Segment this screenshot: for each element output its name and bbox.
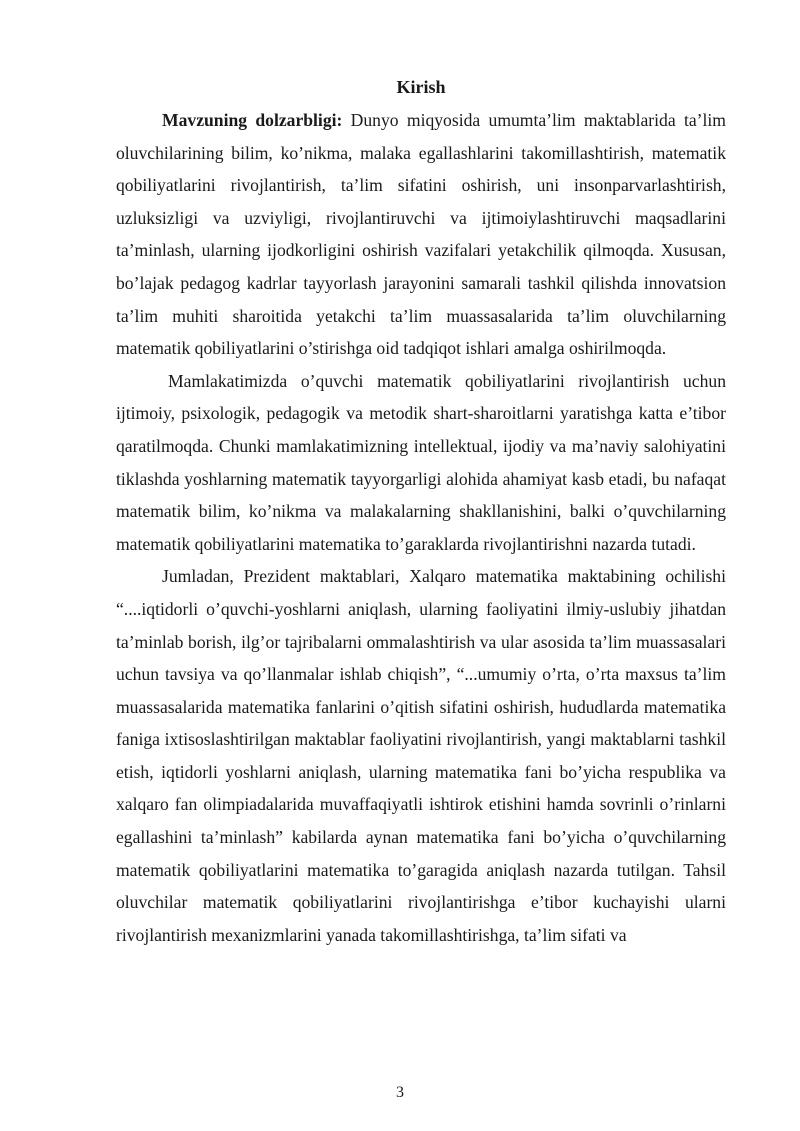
page-number: 3: [396, 1084, 404, 1101]
paragraph-conditions: Mamlakatimizda o’quvchi matematik qobiliyatlarini rivojlantirish uchun ijtimoiy, psixologik, pedagogik va metodik shart-sharoitlarni yaratishga katta e’tibor qaratilmoqda. Chunki mamlakatimizning intellektual, ijodiy va ma’naviy salohiyatini tiklashda yoshlarning matematik tayyorgarligi alohida ahamiyat kasb etadi, bu nafaqat matematik bilim, ko’nikma va malakalarning shakllanishini, balki o’quvchilarning matematik qobiliyatlarini matematika to’garaklarda rivojlantirishni nazarda tutadi.: [116, 370, 726, 554]
section-title: Kirish: [396, 77, 446, 97]
paragraph-relevance-text: Dunyo miqyosida umumta’lim maktablarida ta’lim oluvchilarining bilim, ko’nikma, malaka egallashlarini takomillashtirish, matematik qobiliyatlarini rivojlantirish, ta’lim sifatini oshirish, uni insonparvarlashtirish, uzluksizligi va uzviyligi, rivojlantiruvchi va ijtimoiylashtiruvchi maqsadlarini ta’minlash, ularning ijodkorligini oshirish vazifalari yetakchilik qilmoqda. Xususan, bo’lajak pedagog kadrlar tayyorlash jarayonini samarali tashkil qilishda innovatsion ta’lim muhiti sharoitida yetakchi ta’lim muassasalarida ta’lim oluvchilarning matematik qobiliyatlarini o’stirishga oid tadqiqot ishlari amalga oshirilmoqda.: [116, 110, 726, 359]
paragraph-lead: Mavzuning dolzarbligi:: [162, 110, 343, 130]
paragraph-schools: Jumladan, Prezident maktablari, Xalqaro matematika maktabining ochilishi “....iqtidorli o’quvchi-yoshlarni aniqlash, ularning faoliyatini ilmiy-uslubiy jihatdan ta’minlab borish, ilg’or tajribalarni ommalashtirish va ular asosida ta’lim muassasalari uchun tavsiya va qo’llanmalar ishlab chiqish”, “...umumiy o’rta, o’rta maxsus ta’lim muassasalarida matematika fanlarini o’qitish sifatini oshirish, hududlarda matematika faniga ixtisoslashtirilgan maktablar faoliyatini rivojlantirish, yangi maktablarni tashkil etish, iqtidorli yoshlarni aniqlash, ularning matematika fani bo’yicha respublika va xalqaro fan olimpiadalarida muvaffaqiyatli ishtirok etishini hamda sovrinli o’rinlarni egallashini ta’minlash” kabilarda aynan matematika fani bo’yicha o’quvchilarning matematik qobiliyatlarini matematika to’garagida aniqlash nazarda tutilgan. Tahsil oluvchilar matematik qobiliyatlarini rivojlantirishga e’tibor kuchayishi ularni rivojlantirish mexanizmlarini yanada takomillashtirishga, ta’lim sifati va: [116, 566, 726, 945]
page-content: [116, 74, 726, 951]
paragraph-relevance: [116, 104, 726, 365]
